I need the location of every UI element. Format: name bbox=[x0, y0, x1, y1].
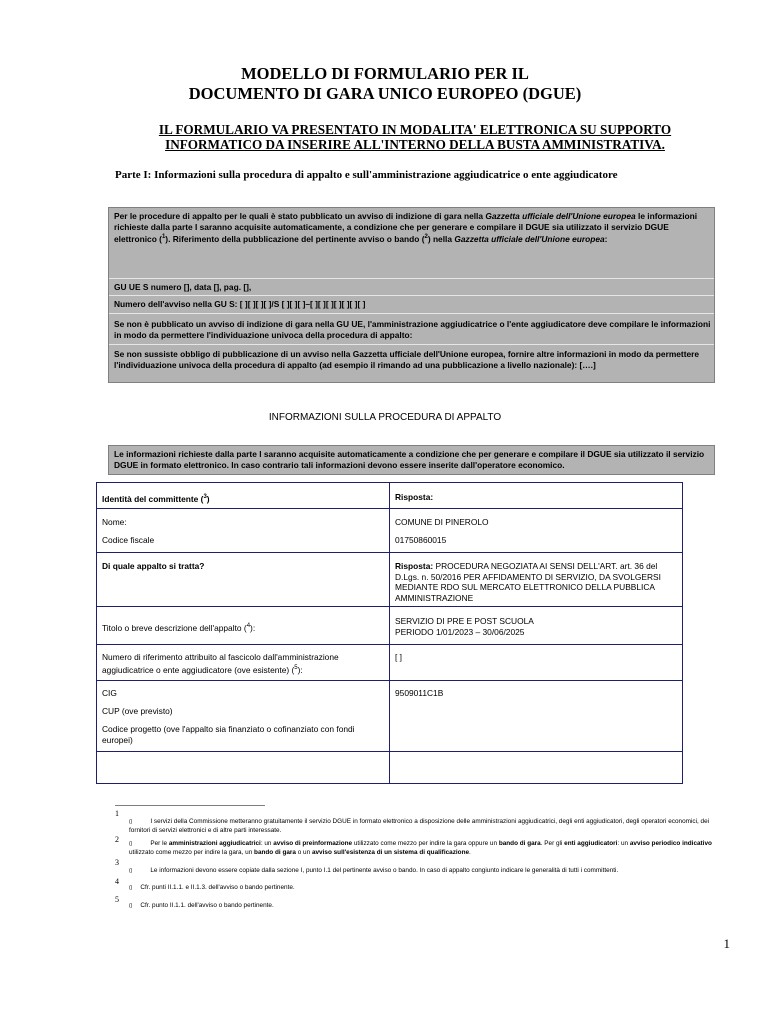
cig-label: CIG bbox=[102, 688, 117, 698]
row-divider bbox=[97, 508, 682, 509]
footnote-bold: enti aggiudicatori bbox=[564, 840, 618, 847]
footnote-ref-3[interactable]: 3 bbox=[203, 494, 207, 500]
reference-number-text: Numero di riferimento attribuito al fascicolo dall'amministrazione aggiudicatrice o ente aggiudicatore (ove esistente) ( bbox=[102, 652, 339, 675]
guue-number-line: GU UE S numero [], data [], pag. [], bbox=[114, 282, 252, 292]
response-header: Risposta: bbox=[395, 492, 434, 502]
footnote-bold: amministrazioni aggiudicatrici bbox=[168, 840, 261, 847]
intro-text-e: ) nella bbox=[427, 233, 455, 244]
footnote-body: Cfr. punto II.1.1. dell'avviso o bando pertinente. bbox=[140, 902, 274, 909]
footnote-body: Cfr. punti II.1.1. e II.1.3. dell'avviso o bando pertinente. bbox=[140, 884, 295, 891]
reference-number-value: [ ] bbox=[395, 652, 402, 662]
footnote-text bbox=[129, 818, 714, 836]
guue-intro-text bbox=[114, 211, 711, 245]
cup-label: CUP (ove previsto) bbox=[102, 706, 173, 716]
footnote-ref-4[interactable]: 4 bbox=[246, 623, 251, 629]
contract-response-label: Risposta: bbox=[395, 561, 434, 571]
footnote-body: . bbox=[469, 848, 471, 856]
footnote-number: 3 bbox=[115, 858, 119, 867]
identity-label-close: ) bbox=[206, 493, 210, 504]
title-value-line-1: SERVIZIO DI PRE E POST SCUOLA bbox=[395, 616, 534, 626]
title-label bbox=[102, 621, 372, 633]
tax-code-value: 01750860015 bbox=[395, 535, 447, 545]
footnote-body: Per le bbox=[150, 840, 169, 847]
project-code-label: Codice progetto (ove l'appalto sia finanziato o cofinanziato con fondi europei) bbox=[102, 724, 355, 745]
footnote-body: o un bbox=[295, 848, 312, 856]
intro-text-d: ). Riferimento della pubblicazione del pertinente avviso o bando ( bbox=[165, 233, 425, 244]
no-obligation-text: Se non sussiste obbligo di pubblicazione di un avviso nella Gazzetta ufficiale dell'Unione europea, fornire altre informazioni in modo da permettere l'individuazione univoca della procedura di appalto (ad esempio il rimando ad una pubblicazione a livello nazionale): [….] bbox=[114, 349, 700, 370]
footnote-ref-1[interactable]: 1 bbox=[161, 234, 166, 241]
footnote-number: 4 bbox=[115, 877, 119, 886]
title-value-line-2: PERIODO 1/01/2023 – 30/06/2025 bbox=[395, 627, 525, 637]
footnote-bold: bando di gara bbox=[254, 848, 296, 856]
footnote-bold: avviso sull'esistenza di un sistema di qualificazione bbox=[311, 848, 470, 856]
footnote-number: 1 bbox=[115, 809, 119, 818]
footnote-ref-2[interactable]: 2 bbox=[424, 234, 428, 241]
no-guue-text: Se non è pubblicato un avviso di indizione di gara nella GU UE, l'amministrazione aggiudicatrice o l'ente aggiudicatore deve compilare le informazioni in modo da permettere l'individuazione univoca della procedura di appalto: bbox=[114, 319, 711, 340]
name-value: COMUNE DI PINEROLO bbox=[395, 517, 489, 527]
intro-text-italic-b: Gazzetta ufficiale dell'Unione europea bbox=[454, 233, 605, 244]
footnote-bold: bando di gara bbox=[498, 840, 541, 847]
section-heading: INFORMAZIONI SULLA PROCEDURA DI APPALTO bbox=[268, 412, 502, 423]
footnote-separator bbox=[115, 805, 265, 806]
footnote-bold: avviso di preinformazione bbox=[273, 840, 353, 847]
footnote-text bbox=[129, 867, 714, 876]
auto-info-text: Le informazioni richieste dalla parte I saranno acquisite automaticamente a condizione che per generare e compilare il DGUE sia utilizzato il servizio DGUE in formato elettronico. In caso contrario tali informazioni devono essere inserite dall'operatore economico. bbox=[114, 449, 705, 470]
guue-info-box bbox=[108, 207, 715, 383]
footnote-ref-5[interactable]: 5 bbox=[294, 664, 298, 671]
row-divider bbox=[97, 606, 682, 607]
reference-number-label bbox=[102, 652, 372, 675]
page-number: 1 bbox=[723, 936, 730, 951]
footnote-marker: () bbox=[129, 868, 133, 874]
footnote-body: I servizi della Commissione metteranno gratuitamente il servizio DGUE in formato elettronico a disposizione delle amministrazioni aggiudicatrici, degli enti aggiudicatori, degli operatori economici, dei fornitori di servizi elettronici e di altre parti interessate. bbox=[129, 818, 710, 834]
reference-number-close: ): bbox=[297, 664, 303, 675]
row-divider bbox=[97, 644, 682, 645]
footnote-body: utilizzato come mezzo per indire la gara oppure un bbox=[352, 840, 499, 847]
intro-text-a: Per le procedure di appalto per le quali è stato pubblicato un avviso di indizione di gara nella bbox=[114, 211, 486, 221]
identity-label bbox=[102, 492, 372, 504]
row-divider bbox=[97, 680, 682, 681]
avviso-number-line: Numero dell'avviso nella GU S: [ ][ ][ ][ ]/S [ ][ ][ ]–[ ][ ][ ][ ][ ][ ][ ] bbox=[114, 299, 366, 309]
footnote-body: : un bbox=[260, 840, 274, 847]
divider bbox=[109, 313, 714, 314]
contract-response-text: PROCEDURA NEGOZIATA AI SENSI DELL'ART. art. 36 del D.Lgs. n. 50/2016 PER AFFIDAMENTO DI SERVIZIO, DA SVOLGERSI MEDIANTE RDO SUL MERCATO ELETTRONICO DELLA PUBBLICA AMMINISTRAZIONE bbox=[395, 561, 661, 603]
contracting-authority-table bbox=[96, 482, 683, 784]
part-heading: Parte I: Informazioni sulla procedura di appalto e sull'amministrazione aggiudicatrice o ente aggiudicatore bbox=[115, 169, 618, 181]
footnote-number: 5 bbox=[115, 895, 119, 904]
footnote-text bbox=[129, 902, 714, 911]
divider bbox=[109, 295, 714, 296]
identity-label-text: Identità del committente ( bbox=[102, 493, 204, 504]
contract-type-label: Di quale appalto si tratta? bbox=[102, 561, 205, 571]
document-title-line-2: DOCUMENTO DI GARA UNICO EUROPEO (DGUE) bbox=[188, 84, 582, 103]
footnote-body: Le informazioni devono essere copiate dalla sezione I, punto I.1 del pertinente avviso o bando. In caso di appalto congiunto indicare le generalità di tutti i committenti. bbox=[150, 867, 619, 874]
notice-line-2: INFORMATICO DA INSERIRE ALL'INTERNO DELLA BUSTA AMMINISTRATIVA. bbox=[165, 137, 665, 152]
title-label-close: ): bbox=[250, 622, 256, 633]
notice-line-1: IL FORMULARIO VA PRESENTATO IN MODALITA' ELETTRONICA SU SUPPORTO bbox=[158, 122, 672, 137]
divider bbox=[109, 344, 714, 345]
column-divider bbox=[389, 483, 390, 783]
auto-info-box bbox=[108, 445, 715, 475]
footnote-body: utilizzato come mezzo per indire la gara, un bbox=[129, 848, 255, 856]
footnote-marker: () bbox=[129, 885, 133, 891]
title-label-text: Titolo o breve descrizione dell'appalto ( bbox=[102, 622, 247, 633]
footnote-body: . Per gli bbox=[540, 840, 565, 847]
footnote-number: 2 bbox=[115, 835, 119, 844]
footnote-marker: () bbox=[129, 903, 133, 909]
footnote-text bbox=[129, 884, 714, 893]
contract-type-value bbox=[395, 561, 679, 603]
document-title-line-1: MODELLO DI FORMULARIO PER IL bbox=[241, 64, 529, 83]
intro-text-g: : bbox=[604, 233, 608, 244]
footnote-marker: () bbox=[129, 819, 133, 825]
intro-text-italic-a: Gazzetta ufficiale dell'Unione europea bbox=[485, 211, 636, 221]
name-label: Nome: bbox=[102, 517, 127, 527]
cig-value: 9509011C1B bbox=[395, 688, 444, 698]
row-divider bbox=[97, 552, 682, 553]
intro-text-c: le informazioni richieste dalla parte I saranno acquisite automaticamente, a condizione che per generare e compilare il DGUE sia utilizzato il servizio DGUE elettronico ( bbox=[114, 211, 698, 244]
footnote-bold: avviso periodico indicativo bbox=[629, 840, 712, 847]
tax-code-label: Codice fiscale bbox=[102, 535, 155, 545]
footnote-marker: () bbox=[129, 841, 133, 847]
footnote-text bbox=[129, 840, 714, 858]
row-divider bbox=[97, 751, 682, 752]
footnote-body: : un bbox=[617, 840, 630, 847]
divider bbox=[109, 278, 714, 279]
